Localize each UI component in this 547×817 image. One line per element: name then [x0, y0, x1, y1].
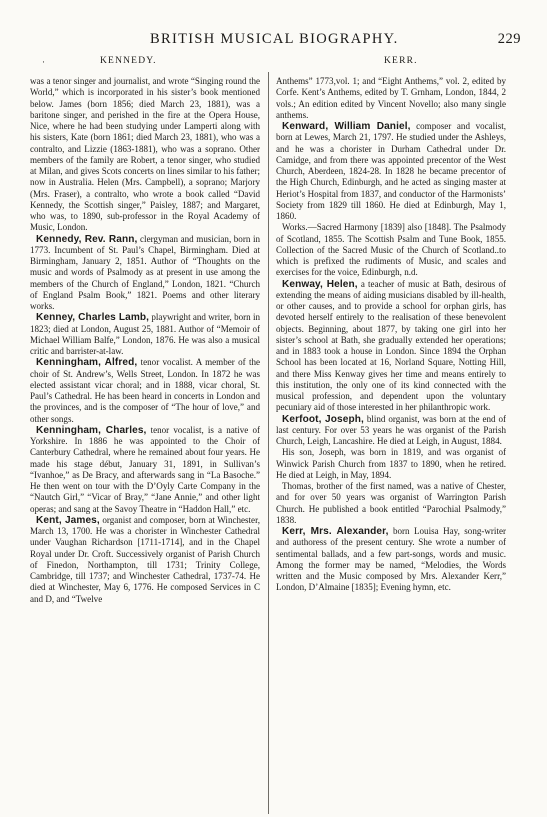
- entry-kenway-helen: [276, 279, 506, 414]
- entry-body: a teacher of music at Bath, desirous of extending the means of aiding musicians disabled by ill-health, or other causes, and to provide a school for orphan girls, has devoted herself entirely to the realisation of these benevolent objects. Beginning, about 1877, by taking one girl into her sister’s school at Bath, she gradually extended her operations; and in 1883 took a house in London. Since 1894 the Orphan School has been located at 16, Norland Square, Notting Hill, and there Miss Kenway gives her time and means entirely to this institution, the only one of its kind connected with the musical profession, and dependent upon the voluntary pecuniary aid of those interested in her philanthropic work.: [276, 278, 506, 413]
- entry-body: born Louisa Hay, song-writer and authoress of the present century. She wrote a number of sentimental ballads, and a few part-songs, words and music. Among the former may be named, “Melodies, the Words written and the Music composed by Mrs. Alexander Kerr,” London, D’Almaine [1835]; Evening hymn, etc.: [276, 526, 506, 593]
- paragraph-body: Works.—Sacred Harmony [1839] also [1848]. The Psalmody of Scotland, 1855. The Scottish Psalm and Tune Book, 1855. Collection of the Sacred Music of the Church of Scotland..to which is prefixed the rudiments of Music, and scales and exercises for the voice, Edinburgh, n.d.: [276, 222, 506, 278]
- entry-body: tenor vocalist. A member of the choir of St. Andrew’s, Wells Street, London. In 1872 he was elected assistant vicar choral; and in 1888, vicar choral, St. Paul’s Cathedral. He has been heard in concerts in London and the provinces, and is the composer of “The hour of love,” and other songs.: [30, 357, 260, 424]
- entry-body: composer and vocalist, born at Lewes, March 21, 1797. He studied under the Ashleys, and he was a chorister in Durham Cathedral under Dr. Camidge, and from there was appointed precentor of the West Church, Aberdeen, 1824-28. In 1828 he became precentor of the High Church, Edinburgh, and he acted as singing master at Heriot’s Hospital from 1837, and conductor of the Harmonists’ Society from 1829 till 1860. He died at Edinburgh, May 1, 1860.: [276, 121, 506, 221]
- entry-name: Kenney, Charles Lamb,: [36, 312, 150, 324]
- entry-kennedy-rann: [30, 234, 260, 313]
- entry-kenney-charles: [30, 312, 260, 357]
- running-title: BRITISH MUSICAL BIOGRAPHY.: [150, 31, 399, 47]
- entry-name: Kent, James,: [36, 514, 100, 526]
- left-column: [30, 76, 260, 816]
- entry-kenningham-alfred: [30, 357, 260, 425]
- page-number: 229: [497, 31, 521, 47]
- entry-name: Kennedy, Rev. Rann,: [36, 233, 138, 245]
- entry-body: playwright and writer, born in 1823; died at London, August 25, 1881. Author of “Memoir of Michael William Balfe,” London, 1876. He was also a musical critic and barrister-at-law.: [30, 312, 260, 356]
- entry-name: Kenward, William Daniel,: [282, 121, 411, 132]
- paragraph-body: His son, Joseph, was born in 1819, and was organist of Winwick Parish Church from 1837 to 1890, when he retired. He died at Leigh, in May, 1894.: [276, 447, 506, 480]
- continuation-text: [276, 76, 506, 121]
- paragraph-thomas: [276, 481, 506, 526]
- entry-name: Kenningham, Charles,: [36, 424, 147, 436]
- page-header: [0, 0, 547, 67]
- left-column-head: KENNEDY.: [100, 56, 157, 66]
- entry-body: clergyman and musician, born in 1773. Incumbent of St. Paul’s Chapel, Birmingham. Died at Birmingham, January 2, 1851. Author of “Thoughts on the music and words of Psalmody as at present in use among the members of the Church of England,” London, 1821. “Church of England Psalm Book,” 1821. Poems and other literary works.: [30, 233, 260, 311]
- continuation-body: Anthems” 1773,vol. 1; and “Eight Anthems,” vol. 2, edited by Corfe. Kent’s Anthems, edited by T. Grnham, London, 1844, 2 vols.; An edition edited by Vincent Novello; also many single anthems.: [276, 76, 506, 120]
- entry-body: blind organist, was born at the end of last century. For over 53 years he was organist of the Parish Church, Leigh, Lancashire. He died at Leigh, in August, 1884.: [276, 413, 506, 446]
- column-rule: [268, 72, 269, 814]
- continuation-body: was a tenor singer and journalist, and wrote “Singing round the World,” which is incorporated in his sister’s book mentioned below. James (born 1856; died March 23, 1881), was a baritone singer, and perished in the fire at the Opera House, Nice, where he had been studying under Lamperti along with his sisters, Kate (born 1861; died March 23, 1881), who was a contralto, and Lizzie (1863-1881), who was a soprano. Other members of the family are Robert, a tenor singer, who studied at Milan, and gives Scots concerts on lines similar to his father; now in Australia. Helen (Mrs. Campbell), a soprano; Marjory (Mrs. Fraser), a contralto, who wrote a book called “David Kennedy, the Scottish singer,” Paisley, 1887; and Margaret, who was, to 1890, sub-professor in the Royal Academy of Music, London.: [30, 76, 260, 233]
- paragraph-son-joseph: [276, 447, 506, 481]
- entry-kenningham-charles: [30, 425, 260, 515]
- continuation-text: [30, 76, 260, 234]
- paragraph-body: Thomas, brother of the first named, was a native of Chester, and for over 50 years was organist of Warrington Parish Church. He published a book entitled “Parochial Psalmody,” 1838.: [276, 481, 506, 525]
- entry-kenward-william: [276, 121, 506, 222]
- works-paragraph: [276, 222, 506, 278]
- entry-kent-james: [30, 515, 260, 605]
- entry-kerfoot-joseph: [276, 414, 506, 448]
- entry-body: organist and composer, born at Winchester, March 13, 1700. He was a chorister in Winchester Cathedral under Vaughan Richardson [1711-1714], and in the Chapel Royal under Dr. Croft. Successively organist of Parish Church of Finedon, Northampton, till 1731; Trinity College, Cambridge, till 1737; and Winchester Cathedral, 1737-74. He died at Winchester, May 6, 1776. He composed Services in C and D, and “Twelve: [30, 514, 260, 604]
- entry-body: tenor vocalist, is a native of Yorkshire. In 1886 he was appointed to the Choir of Canterbury Cathedral, where he remained about four years. He made his stage début, January 31, 1891, in Sullivan’s “Ivanhoe,” as De Bracy, and afterwards sang in “La Basoche.” He then went on tour with the D’Oyly Carte Company in the “Nautch Girl,” “Vicar of Bray,” “Jane Annie,” and other light operas; and sang at the Savoy Theatre in “Haddon Hall,” etc.: [30, 424, 260, 514]
- entry-name: Kenningham, Alfred,: [36, 357, 138, 369]
- entry-name: Kerr, Mrs. Alexander,: [282, 526, 389, 537]
- entry-name: Kenway, Helen,: [282, 278, 358, 290]
- entry-kerr-alexander: [276, 526, 506, 594]
- entry-name: Kerfoot, Joseph,: [282, 413, 364, 425]
- right-column: [276, 76, 506, 816]
- right-column-head: KERR.: [384, 56, 418, 66]
- header-dot: ·: [42, 57, 45, 67]
